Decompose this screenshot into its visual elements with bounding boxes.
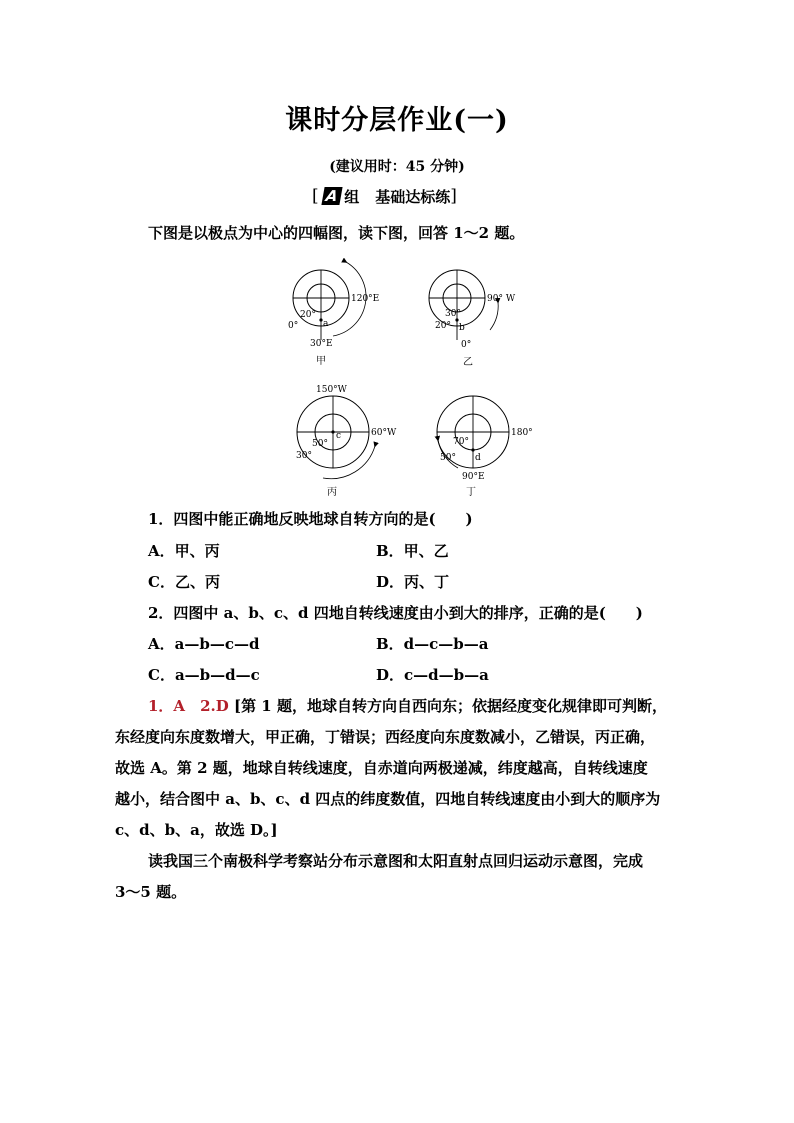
yi-lat-inner: 30° [445,309,461,319]
jia-lat-outer: 0° [288,321,299,331]
ding-lat-inner: 70° [453,437,469,447]
ding-lon-bottom: 90°E [462,472,485,482]
q1-option-c: C．乙、丙 [148,573,220,591]
q1-stem: 1．四图中能正确地反映地球自转方向的是( ) [148,510,473,528]
suggested-time: (建议用时：45 分钟) [329,159,465,175]
q1-option-a: A．甲、丙 [148,542,220,560]
ding-caption: 丁 [466,487,476,498]
answer-line-2: 东经度向东度数增大，甲正确，丁错误；西经度向东度数减小，乙错误，丙正确， [115,728,656,746]
answer-line-1 [148,695,667,716]
ding-point: d [475,453,481,463]
polar-figures [280,250,560,500]
answer-key: 1．A 2.D [148,697,229,715]
yi-lat-outer: 20° [435,321,451,331]
bing-caption: 丙 [327,487,337,498]
bracket-close: ] [450,186,457,206]
page-title: 课时分层作业(一) [285,105,509,136]
answer-explanation-1: [第 1 题，地球自转方向自西向东；依据经度变化规律即可判断， [233,697,667,715]
answer-line-4: 越小，结合图中 a、b、c、d 四点的纬度数值，四地自转线速度由小到大的顺序为 [115,790,661,808]
ding-lat-outer: 50° [440,453,456,463]
q2-option-d: D．c—d—b—a [376,666,489,684]
yi-point: b [459,323,465,333]
q2-stem: 2．四图中 a、b、c、d 四地自转线速度由小到大的排序，正确的是( ) [148,604,643,622]
bing-lat-outer: 30° [296,451,312,461]
bing-lon-top: 150°W [316,385,347,395]
next-intro-line-2: 3～5 题。 [115,883,187,901]
yi-caption: 乙 [463,357,473,368]
yi-lon-right: 90° W [487,294,516,304]
yi-lon-bottom: 0° [461,340,472,350]
ding-lon-right: 180° [511,428,533,438]
jia-point: a [323,319,329,329]
figure-bing [296,385,397,498]
figure-yi [429,270,516,368]
group-zu: 组 [344,187,360,206]
jia-lon-right: 120°E [351,294,380,304]
bing-lon-right: 60°W [371,428,397,438]
jia-caption: 甲 [316,356,326,367]
bing-lat-inner: 50° [312,439,328,449]
group-heading [312,185,457,207]
q1-option-d: D．丙、丁 [376,573,450,591]
next-intro-line-1: 读我国三个南极科学考察站分布示意图和太阳直射点回归运动示意图，完成 [148,852,644,870]
figure-jia [288,262,379,367]
q2-option-b: B．d—c—b—a [376,635,489,653]
group-label: 基础达标练 [375,187,451,206]
intro-text: 下图是以极点为中心的四幅图，读下图，回答 1～2 题。 [148,224,525,242]
q1-option-b: B．甲、乙 [376,542,449,560]
answer-line-3: 故选 A。第 2 题，地球自转线速度，自赤道向两极递减，纬度越高，自转线速度 [115,759,648,777]
answer-line-5: c、d、b、a，故选 D。] [115,821,278,839]
q2-option-c: C．a—b—d—c [148,666,260,684]
jia-lat-inner: 20° [300,310,316,320]
bracket-open: [ [312,186,319,206]
bing-point: c [336,431,342,441]
figure-ding [437,396,533,498]
group-letter-badge: A [321,187,342,205]
jia-lon-bottom: 30°E [310,339,333,349]
q2-option-a: A．a—b—c—d [148,635,260,653]
